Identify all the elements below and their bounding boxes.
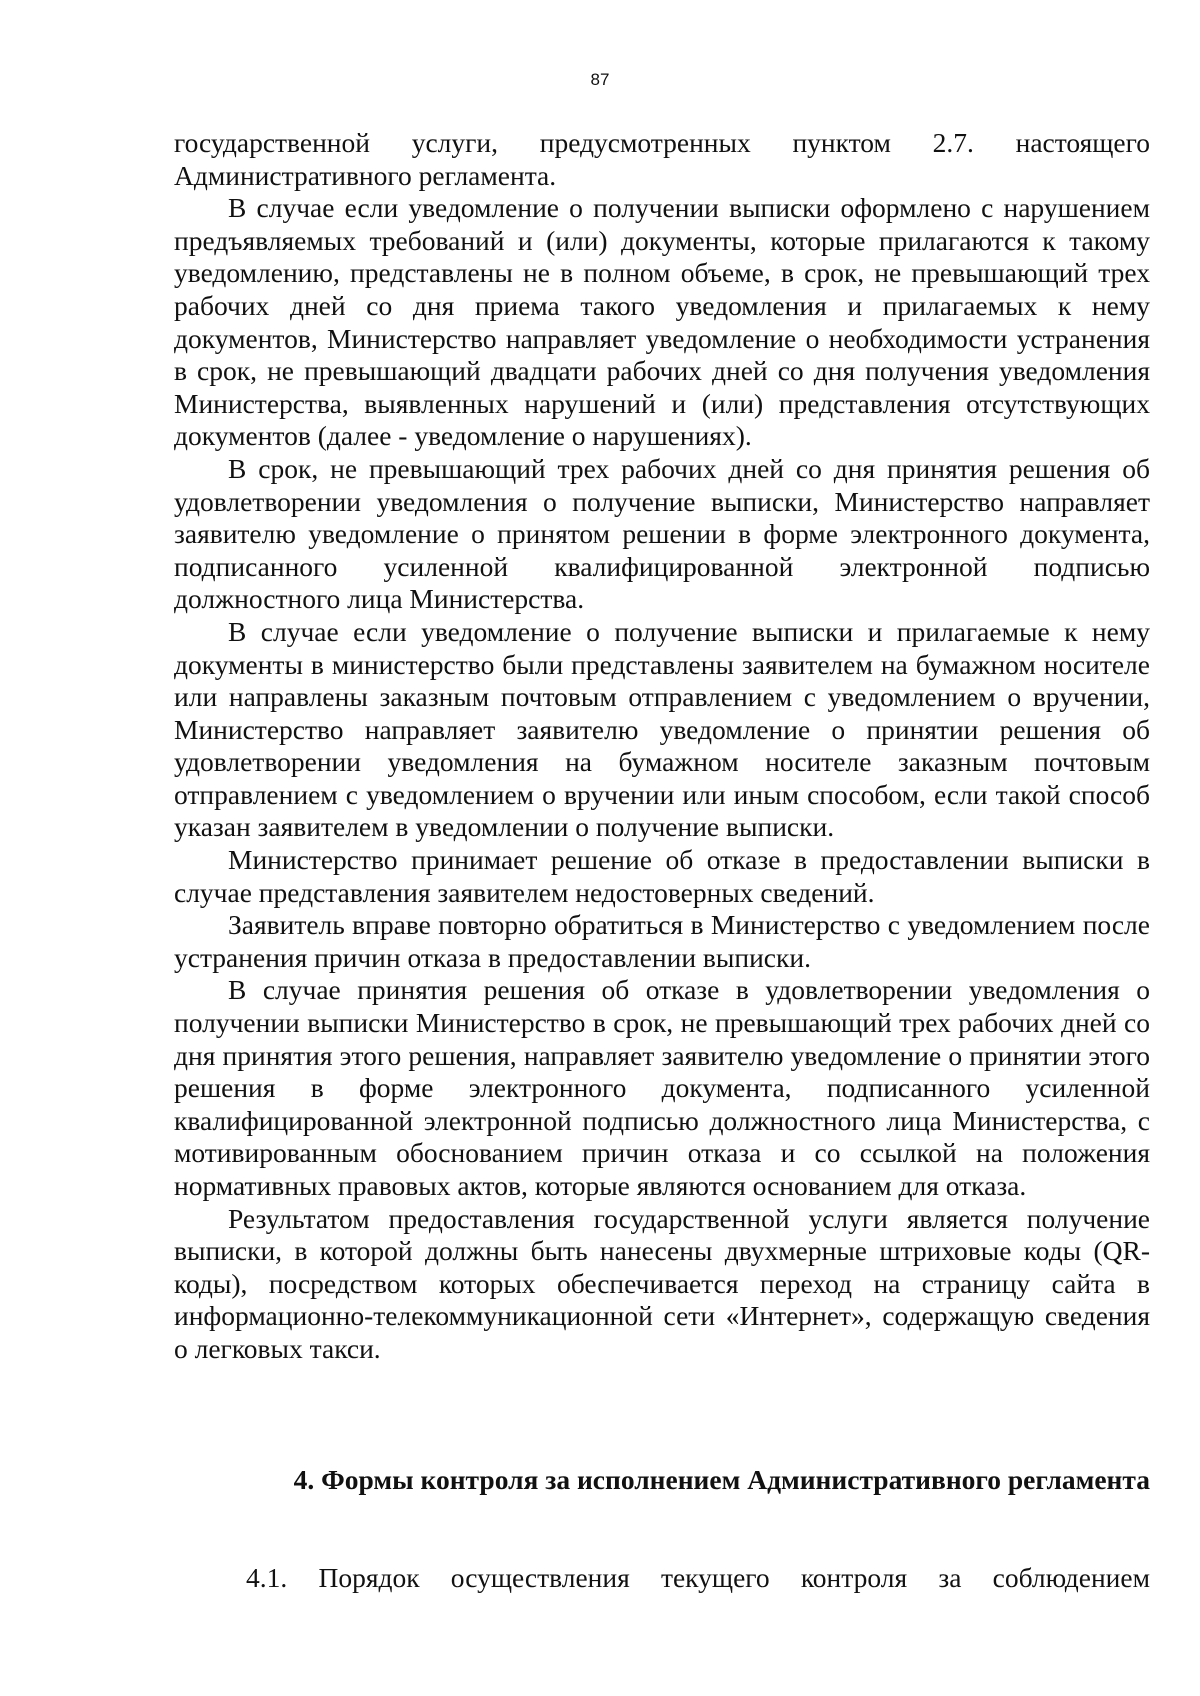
paragraph-refusal-notice: В случае принятия решения об отказе в удовлетворении уведомления о получении выписки Министерство в срок, не превышающий трех рабочих дней со дня принятия этого решения, направляет заявителю уведомление о принятии этого решения в форме электронного документа, подписанного усиленной квалифицированной электронной подписью должностного лица Министерства, с мотивированным обоснованием причин отказа и со ссылкой на положения нормативных правовых актов, которые являются основанием для отказа. [174, 974, 1150, 1201]
paragraph-violation-notice: В случае если уведомление о получении выписки оформлено с нарушением предъявляемых требований и (или) документы, которые прилагаются к такому уведомлению, представлены не в полном объеме, в срок, не превышающий трех рабочих дней со дня приема такого уведомления и прилагаемых к нему документов, Министерство направляет уведомление о необходимости устранения в срок, не превышающий двадцати рабочих дней со дня получения уведомления Министерства, выявленных нарушений и (или) представления отсутствующих документов (далее - уведомление о нарушениях). [174, 192, 1150, 452]
paragraph-continuation: государственной услуги, предусмотренных пунктом 2.7. настоящего Административного регламента. [174, 127, 1150, 191]
paragraph-refusal-reason: Министерство принимает решение об отказе в предоставлении выписки в случае представления заявителем недостоверных сведений. [174, 844, 1150, 908]
page-number: 87 [590, 70, 610, 89]
subsection-4-1: 4.1. Порядок осуществления текущего контроля за соблюдением [246, 1562, 1150, 1593]
paragraph-paper-notice: В случае если уведомление о получение выписки и прилагаемые к нему документы в министерство были представлены заявителем на бумажном носителе или направлены заказным почтовым отправлением с уведомлением о вручении, Министерство направляет заявителю уведомление о принятии решения об удовлетворении уведомления на бумажном носителе заказным почтовым отправлением с уведомлением о вручении или иным способом, если такой способ указан заявителем в уведомлении о получение выписки. [174, 615, 1150, 843]
paragraph-approval-notice: В срок, не превышающий трех рабочих дней со дня принятия решения об удовлетворении уведомления о получение выписки, Министерство направляет заявителю уведомление о принятом решении в форме электронного документа, подписанного усиленной квалифицированной электронной подписью должностного лица Министерства. [174, 452, 1150, 615]
paragraph-reapply: Заявитель вправе повторно обратиться в Министерство с уведомлением после устранения причин отказа в предоставлении выписки. [174, 909, 1150, 973]
section-heading: 4. Формы контроля за исполнением Административного регламента [293, 1464, 1150, 1495]
body-text [174, 127, 1150, 1366]
paragraph-result: Результатом предоставления государственной услуги является получение выписки, в которой должны быть нанесены двухмерные штриховые коды (QR-коды), посредством которых обеспечивается переход на страницу сайта в информационно-телекоммуникационной сети «Интернет», содержащую сведения о легковых такси. [174, 1202, 1150, 1364]
